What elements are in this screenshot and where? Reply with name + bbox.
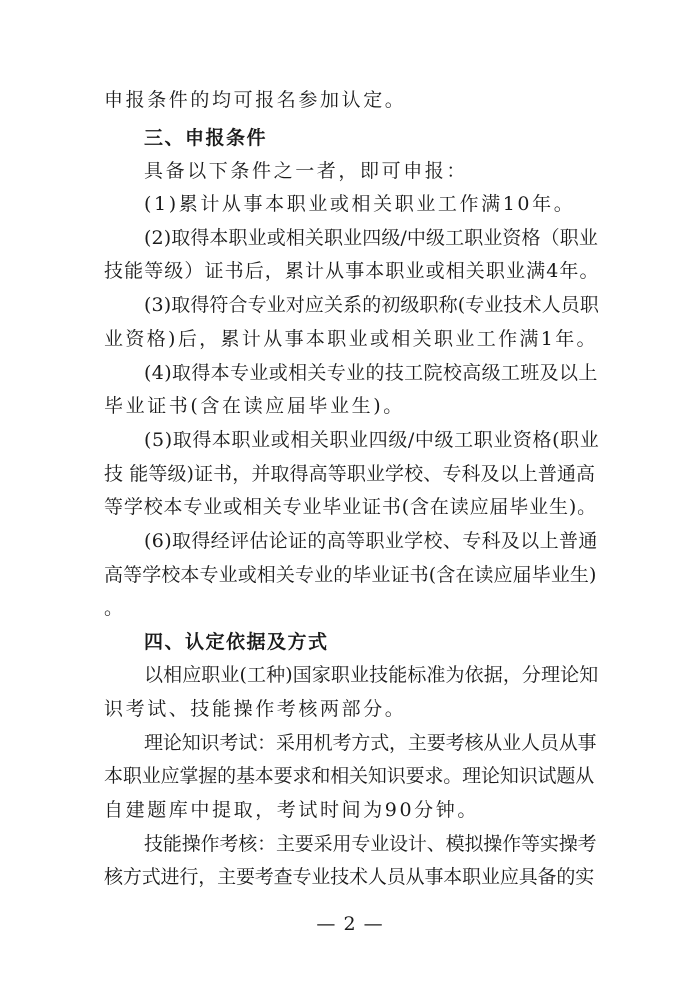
- text-line: 自建题库中提取，考试时间为90分钟。: [104, 799, 479, 821]
- text-line: 具备以下条件之一者，即可申报：: [144, 160, 469, 182]
- text-line: 本职业应掌握的基本要求和相关知识要求。理论知识试题从: [104, 765, 595, 787]
- text-line: 技 能等级)证书，并取得高等职业学校、专科及以上普通高: [104, 463, 596, 485]
- text-line: 理论知识考试：采用机考方式，主要考核从业人员从事: [144, 732, 597, 754]
- condition-item-2: (2)取得本职业或相关职业四级/中级工职业资格（职业: [144, 227, 598, 249]
- section-heading-application-conditions: 三、申报条件: [144, 127, 268, 149]
- condition-item-1: (1)累计从事本职业或相关职业工作满10年。: [144, 193, 576, 215]
- text-line: 。: [104, 597, 126, 619]
- condition-item-6: (6)取得经评估论证的高等职业学校、专科及以上普通: [144, 530, 598, 552]
- text-line: 核方式进行，主要考查专业技术人员从事本职业应具备的实: [104, 866, 595, 888]
- condition-item-3: (3)取得符合专业对应关系的初级职称(专业技术人员职: [144, 294, 599, 316]
- text-line: 以相应职业(工种)国家职业技能标准为依据，分理论知: [144, 664, 599, 686]
- text-line: 业资格)后，累计从事本职业或相关职业工作满1年。: [104, 328, 598, 350]
- text-line: 等学校本专业或相关专业毕业证书(含在读应届毕业生)。: [104, 496, 597, 518]
- section-heading-basis-and-method: 四、认定依据及方式: [144, 631, 329, 653]
- text-line: 识考试、技能操作考核两部分。: [104, 698, 407, 720]
- page-number: — 2 —: [316, 913, 384, 935]
- text-line: 申报条件的均可报名参加认定。: [104, 89, 407, 111]
- text-line: 技能操作考核：主要采用专业设计、模拟操作等实操考: [144, 833, 597, 855]
- condition-item-5: (5)取得本职业或相关职业四级/中级工职业资格(职业: [144, 429, 600, 451]
- text-line: 高等学校本专业或相关专业的毕业证书(含在读应届毕业生): [104, 564, 597, 586]
- condition-item-4: (4)取得本专业或相关专业的技工院校高级工班及以上: [144, 362, 598, 384]
- text-line: 毕业证书(含在读应届毕业生)。: [104, 395, 405, 417]
- text-line: 技能等级）证书后，累计从事本职业或相关职业满4年。: [104, 260, 600, 282]
